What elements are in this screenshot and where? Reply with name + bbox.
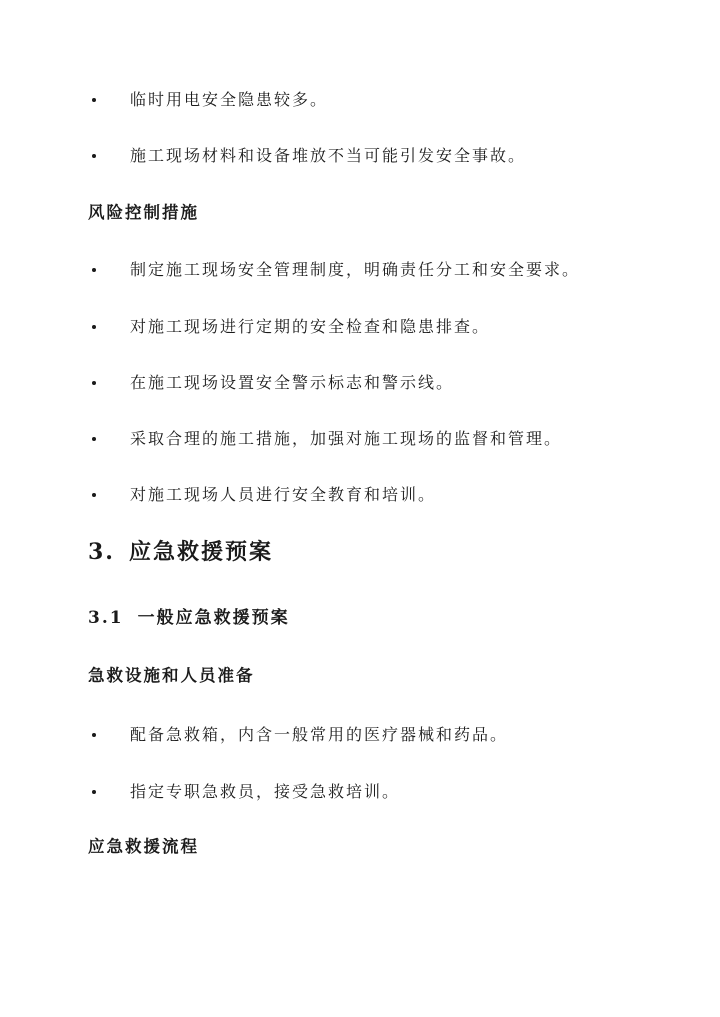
- list-item: 配备急救箱，内含一般常用的医疗器械和药品。: [108, 724, 508, 746]
- bullet-icon: [92, 268, 96, 272]
- list-item: 采取合理的施工措施，加强对施工现场的监督和管理。: [108, 428, 562, 450]
- section-title: 一般应急救援预案: [137, 608, 290, 628]
- heading-preparation: 急救设施和人员准备: [88, 666, 255, 685]
- bullet-icon: [92, 790, 96, 794]
- bullet-icon: [92, 154, 96, 158]
- bullet-icon: [92, 98, 96, 102]
- list-item: 在施工现场设置安全警示标志和警示线。: [108, 372, 454, 394]
- list-item: 指定专职急救员，接受急救培训。: [108, 781, 400, 803]
- heading-risk-control: 风险控制措施: [88, 203, 199, 222]
- section-number: 3.1: [88, 608, 124, 628]
- section-number: 3.: [88, 539, 115, 565]
- bullet-icon: [92, 325, 96, 329]
- list-item: 对施工现场进行定期的安全检查和隐患排查。: [108, 316, 490, 338]
- bullet-icon: [92, 493, 96, 497]
- heading-procedure: 应急救援流程: [88, 837, 199, 856]
- list-item: 施工现场材料和设备堆放不当可能引发安全事故。: [108, 145, 526, 167]
- bullet-icon: [92, 437, 96, 441]
- section-heading-3-1: [88, 607, 290, 629]
- list-item: 临时用电安全隐患较多。: [108, 89, 328, 111]
- section-title: 应急救援预案: [128, 539, 273, 565]
- bullet-icon: [92, 381, 96, 385]
- bullet-icon: [92, 733, 96, 737]
- list-item: 制定施工现场安全管理制度，明确责任分工和安全要求。: [108, 259, 580, 281]
- section-heading-3: [88, 538, 273, 566]
- list-item: 对施工现场人员进行安全教育和培训。: [108, 484, 436, 506]
